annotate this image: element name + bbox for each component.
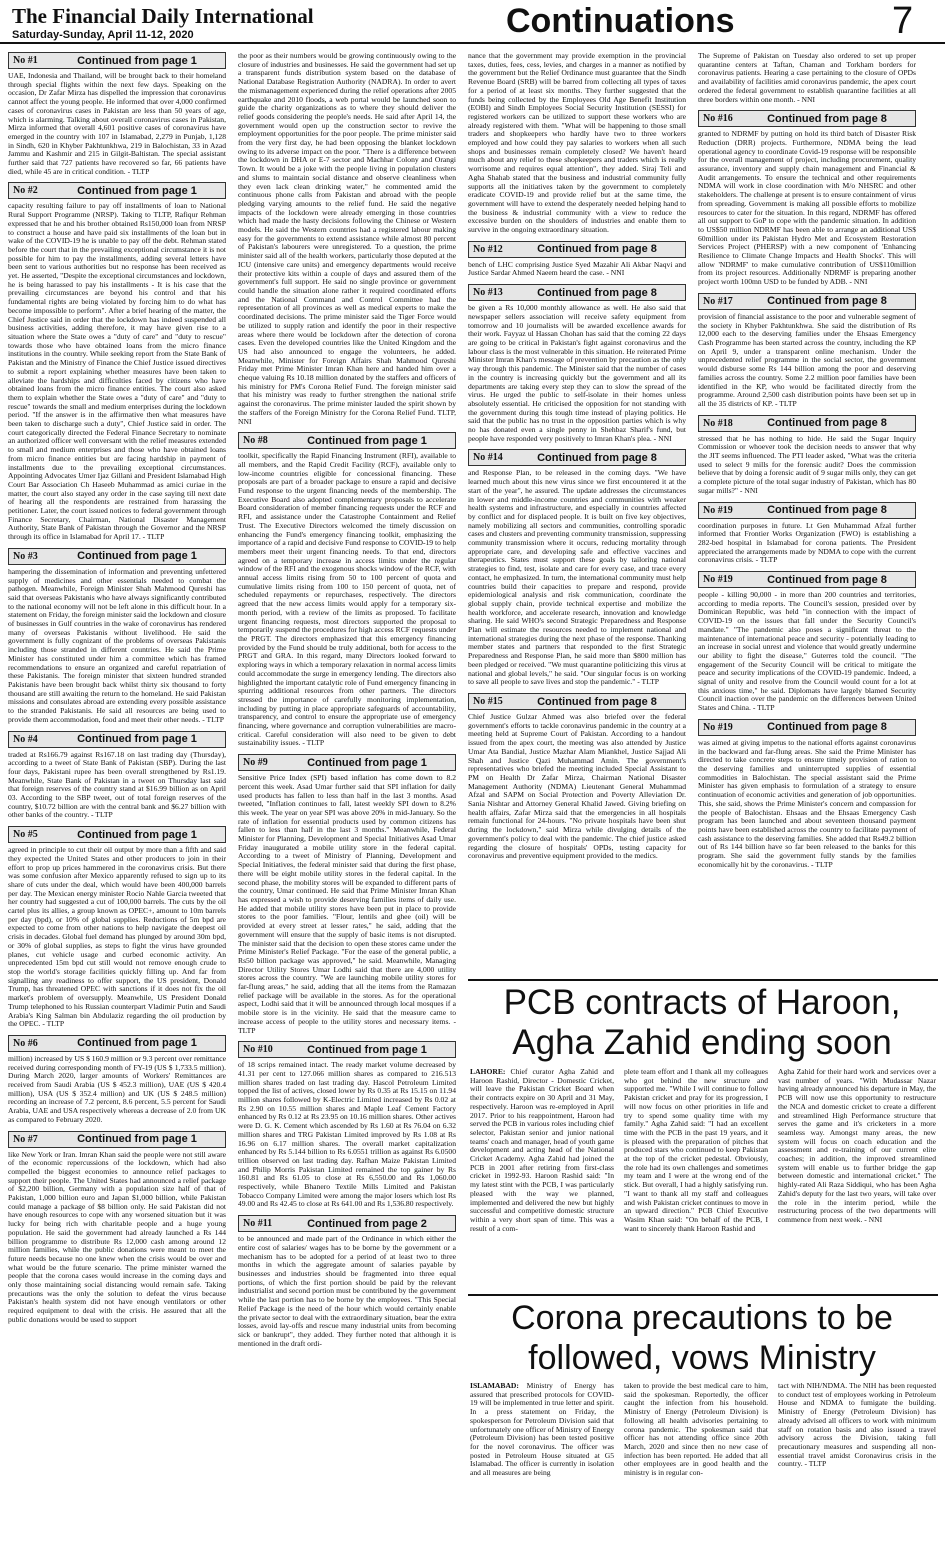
continued-label: Continued from page (307, 1217, 418, 1230)
story-number: No #11 (243, 1218, 273, 1230)
story-number: No #4 (13, 733, 38, 745)
article-text: taken to provide the best medical care to him, said the spokesman. Reportedly, the officer caught the infection from his household. Ministry of Energy (Petroleum Division) is following all health advisories pertaining to corona pandemic. The spokesman said that officer has not attending office since 20th March, 2020 and since then no new case of infection has been reported. He added that all other employees are in good health and the ministry is in regular con- (624, 1382, 768, 1478)
continuation-story (8, 548, 226, 725)
continuation-header (468, 693, 686, 710)
article-text: tact with NIH/NDMA. The NIH has been requested to conduct test of employees working in Petroleum House and NDMA to fumigate the building. Ministry of Energy (Petroleum Division) has already advised all officers to work with minimum staff on rotation basis and also issued a travel advisory across the Division, taking full precautionary measures and suspending all non-essential travel amidst Coronavirus crisis in the country. - TLTP (778, 1382, 936, 1469)
story-body: million) increased by US $ 160.9 million or 9.3 percent over remittance received during corresponding month of FY-19 (US $ 1,733.5 million). During March 2020, larger amounts of Workers' Remittances are received from Saudi Arabia (US $ 452.3 million), UAE (US $ 420.4 million), USA (US $ 352.4 million) and UK (US $ 248.5 million) recording an increase of 7.2 percent, 8.6 percent, 5.5 percent for Saudi Arabia, UAE and USA respectively whereas a decrease of 2.0 from UK as compared to February 2020. (8, 1053, 226, 1124)
continuation-story (468, 693, 686, 861)
source-page-number: 8 (880, 573, 887, 586)
source-page-number: 1 (420, 434, 427, 447)
story-number: No #12 (473, 243, 503, 255)
story-number: No #19 (703, 504, 733, 516)
headline-line: PCB contracts of Haroon, (503, 983, 901, 1022)
continuation-story (238, 1041, 456, 1209)
continued-label: Continued from page (77, 1133, 188, 1146)
dateline: LAHORE: (470, 1068, 506, 1076)
continued-from-label (49, 1133, 225, 1145)
continued-label: Continued from page (307, 434, 418, 447)
dateline: ISLAMABAD: (470, 1382, 519, 1390)
story-body: UAE, Indonesia and Thailand, will be brought back to their homeland through special flights within the next few days. Speaking on the occasion, Dr Zafar Mirza has dispelled the impression that coronavirus cannot affect the young people. He informed that over 4,000 confirmed cases of coronavirus cases in Pakistan are less than 50 years of age, which is alarming. Talking about overall coronavirus cases in Pakistan, Mirza informed that overall 4,601 positive cases of coronavirus have emerged in the country with 107 in Islamabad, 2,279 in Punjab, 1,128 in Sindh, 620 in Khyber Pakhtunkhwa, 219 in Balochistan, 33 in Azad Jammu and Kashmir and 215 in Gilgit-Baltistan. The special assistant further said that 727 patients have recovered so far, 66 patients have died, while 45 are in critical condition. - TLTP (8, 71, 226, 176)
continued-from-label (509, 696, 685, 708)
continued-label: Continued from page (307, 1043, 418, 1056)
story-number: No #19 (703, 574, 733, 586)
article-text: Ministry of Energy has assured that prescribed protocols for COVID-19 will be implemented in true letter and spirit. In a press statement on Friday, the spokesperson for Petroleum Division said that unfortunately one officer of Ministry of Energy (Petroleum Division) has been tested positive for the novel coronavirus. The officer was posted in Petroleum House situated at G5 Islamabad. The officer is currently in isolation and all measures are being (470, 1382, 614, 1478)
article-text: Agha Zahid for their hard work and services over a vast number of years. "With Mudassar Nazar having already announced his departure in May, the PCB will now use this opportunity to restructure the NCA and domestic cricket to create a different and streamlined High Performance structure that serves the game and it's cricketers in a more seamless way. Amongst many areas, the new system will focus on coach education and the assessment and re-training of our current elite coaches; in addition, the improved streamlined system will enable us to further bridge the gap between domestic and international cricket." The highly-rated Ali Raza Siddiqui, who has been Agha Zahid's deputy for the last two years, will take over the role in the interim period, while the restructuring process of the two departments will commence from next week. - NNI (778, 1068, 936, 1224)
continuation-header (698, 415, 916, 432)
continuation-header (238, 1215, 456, 1232)
story-body: the poor as their numbers would be growing continuously owing to the closure of industries and businesses. He said the government had set up a transparent funds distribution system based on the database of National Database Registration Authority (NADRA). In order to avert the mismanagement experienced during the relief operations after 2005 earthquake and 2010 floods, a web portal would be launched soon to guide the charity organizations as to where they should deliver the relief goods considering the people's needs. He said after April 14, the government would open up the construction sector to revive the employment opportunities for the poor people. The prime minister said from the very first day, he had been opposing the blanket lockdown owing to its adverse impact on the poor. "There is a difference between the lockdown in DHA or E-7 sector and Machhar Colony and Orangi Town. It would be a joke with the people living in population clusters and slums to maintain social distance and observe cleanliness when they even lack clean drinking water," he commented amid the continuous phone calls from Pakistan and abroad with the people pledging varying amounts to the relief fund. He said the negative impacts of the lockdown were already emerging in those countries which had made the hasty decisions following the Chinese or Western models. He said the Western countries had a registered labour making easy for the governments to extend assistance while almost 80 percent of Pakistan's labourers were unregistered. To a question, the prime minister said all of the health workers, particularly those deputed at the ICU (intensive care units) and emergency departments would receive their protective kits within a couple of days and assured them of the government's full support. He said no single province or government could handle the situation alone rather it required coordinated efforts and the National Command and Control Committee had the representation of all provinces as well as medical experts to make the coordinated decisions. The prime minister said the Tiger Force would be utilized to supply ration and identify the poor in their respective areas where there would be lockdown after the detection of corona cases. Even the developed countries like the United Kingdom and the US had also announced to engage the volunteers, he added. Meanwhile, Minister for Foreign Affairs Shah Mahmood Qureshi Friday met Prime Minister Imran Khan here and handed him over a cheque valuing Rs 10.18 million donated by the staffers and officers of his ministry for PM's Corona Relief Fund. The foreign minister said that his ministry was ready to further strengthen the national strife against the coronavirus. The prime minister lauded the spirit shown by the staffers of the Foreign Ministry for the Corona Relief Fund. TLTP, NNI (238, 52, 456, 426)
continuation-header (468, 449, 686, 466)
source-page-number: 8 (650, 243, 657, 256)
article-column (624, 1382, 768, 1548)
article-divider (468, 1294, 938, 1296)
continued-from-label (739, 574, 915, 586)
continued-label: Continued from page (77, 54, 188, 67)
continued-from-label (49, 829, 225, 841)
article-text: plete team effort and I thank all my colleagues who got behind the new structure and supported me. "While I will continue to follow Pakistan cricket and pray for its progression, I will now focus on other priorities in life and try to spend some quality time with my family." Agha Zahid said: "I had an excellent time with the PCB in the past 19 years, and it is pleased with the preparation of pitches that produced stars who continued to keep Pakistan at the top of the cricket pedestal. Obviously, the role had its own challenges and sometimes my team and I were at the wrong end of the stick. But overall, I had a highly satisfying run. "I want to thank all my staff and colleagues and wish Pakistan cricket continues to move in an upward direction." PCB Chief Executive Wasim Khan said: "On behalf of the PCB, I want to sincerely thank Haroon Rashid and (624, 1068, 768, 1233)
continued-from-label (509, 243, 685, 255)
story-body: coordination purposes in future. Lt Gen Muhammad Afzal further informed that Frontier Works Organization (FWO) is establishing a 282-bed hospital in Islamabad for corona patients. The President appreciated the arrangements made by NDMA to cope with the current coronavirus crisis. - TLTP (698, 520, 916, 565)
continued-label: Continued from page (307, 756, 418, 769)
continuation-header (698, 719, 916, 736)
continuation-header (238, 432, 456, 449)
continuation-story (238, 754, 456, 1035)
continuation-header (8, 1131, 226, 1148)
continued-label: Continued from page (537, 695, 648, 708)
continuation-story (8, 826, 226, 1029)
story-number: No #13 (473, 287, 503, 299)
continuation-story (238, 52, 456, 426)
continued-label: Continued from page (767, 573, 878, 586)
source-page-number: 2 (420, 1217, 427, 1230)
continued-from-label (49, 733, 225, 745)
continued-label: Continued from page (767, 417, 878, 430)
continued-label: Continued from page (767, 504, 878, 517)
continuation-story (8, 731, 226, 821)
continued-from-label (279, 757, 455, 769)
headline-line: Agha Zahid ending soon (512, 1023, 892, 1062)
story-body: Chief Justice Gulzar Ahmed was also briefed over the federal government's efforts to tackle coronavirus pandemic in the country at a meeting held at Supreme Court of Pakistan. According to a handout issued from the apex court, the meeting was also attended by Justice Umar Ata Bandial, Justice Mazhar Alam Miankhel, Justice Sajjad Ali Shah and Justice Qazi Muhammad Amin. The government's representatives who briefed the meeting included Special Assistant to PM on Health Dr Zafar Mirza, Chairman National Disaster Management Authority (NDMA) Lieutenant General Muhammad Afzal and SAPM on Social Protection and Poverty Alleviation Dr. Sania Nishtar and Attorney General Khalid Jawed. Giving briefing on health affairs, Zafar Mirza said that the emergencies in all hospitals remain functional for 24-hours. "No private hospitals have been shut during the lockdown," said Mirza while divulging details of the government's policy to deal with the pandemic. The chief justice asked regarding the closure of hospitals' OPDs, testing capacity for coronavirus and preventive equipment provided to the medics. (468, 712, 686, 861)
continuation-story (468, 284, 686, 443)
continued-from-label (49, 1037, 225, 1049)
continuation-header (8, 1035, 226, 1052)
story-body: hampering the dissemination of information and preventing unfettered supply of medicines and other essentials needed to combat the pathogen. Meanwhile, Foreign Minister Shah Mahmood Qureshi has said that overseas Pakistanis who have always significantly contributed to the national economy will not be left alone in this difficult hour. In a statement on Friday, the foreign minister said the lockdown and closure of businesses in Gulf countries in the wake of coronavirus has rendered many of overseas Pakistanis without livelihood. He said the government is fully cognizant of the problems of overseas Pakistanis including those stranded in different countries. He said the Prime Minister has constituted under him a committee which has framed recommendations to ensure an organized and careful repatriation of these Pakistanis. The foreign minister that sixteen hundred stranded Pakistanis have been brought back whilst thirty six thousand to forty thousand are still awaiting the return to the homeland. He said Pakistan missions and consulates abroad are extending every possible assistance to the stranded Pakistanis. He said all resources are being used to provide them accommodation, food and meet their other needs. - TLTP (8, 566, 226, 724)
continuation-header (8, 731, 226, 748)
source-page-number: 1 (190, 1037, 197, 1050)
story-number: No #2 (13, 185, 38, 197)
continuation-header (698, 502, 916, 519)
continued-from-label (49, 185, 225, 197)
story-body: nance that the government may provide exemption in the provincial taxes, duties, fees, cess, levies, and charges in a manner as notified by the government but the Relief Ordinance must guarantee that the Sindh Revenue Board (SRB) will be barred from collecting all types of taxes for a period of at least six months. They further suggested that the funds being collected by the Employees Old Age Benefit Institution (EOBI) and Sindh Employees Social Security Institution (SESSI) for registered workers can be utilized to support these workers who are already registered with them. "What will be happening to those small traders and shopkeepers who hardly have two to three workers employed and how could they pay salaries to workers when all such shops and businesses remain completely closed? We haven't heard much about any relief to these shopkeepers and traders which is really worrisome and requires equal attention", they added. Siraj Teli and Agha Shahab stated that the business and industrial community fully supports all the initiatives taken by the government to completely eradicate COVID-19 and provide relief but at the same time, the government will have to extend the desperately needed helping hand to the business & industrial community with a view to reduce the excessive burden on the shoulders of industries and enable them to survive in the ongoing extraordinary situation. (468, 52, 686, 235)
story-body: and Response Plan, to be released in the coming days. "We have learned much about this new virus since we first encountered it at the start of the year", he assured. The update addresses the circumstances in lower and middle-income countries and communities with weaker health systems and infrastructure, and especially in countries affected by conflict and for displaced people. It is built on five key objectives, namely mobilizing all sectors and communities, controlling sporadic cases and clusters and preventing community transmission, suppressing community transmission where it occurs, reducing mortality through appropriate care, and developing safe and effective vaccines and therapeutics. States must support these goals by tailoring national strategies to find, test, isolate and care for every case, and trace every contact, he emphasized. In turn, the international community must help countries build their capacities to prepare and respond, provide epidemiological analysis and risk communication, coordinate the global supply chain, provide technical expertise and mobilize the health workforce, and accelerate research, innovation and knowledge sharing. He said WHO's second Strategic Preparedness and Response Plan will estimate the resources needed to implement national and international strategies during the next phase of the response. Thanking member states and partners that responded to the first Strategic Preparedness and Response Plan, he said more than $800 million has been pledged or received. "We must quarantine politicizing this virus at national and global levels," he said. "Our singular focus is on working to save all people to save lives and stop the pandemic." - TLTP (468, 468, 686, 687)
column-3 (468, 52, 686, 977)
source-page-number: 8 (650, 451, 657, 464)
continuation-story (698, 110, 916, 287)
story-number: No #17 (703, 295, 733, 307)
story-body: agreed in principle to cut their oil output by more than a fifth and said they expected the United States and other producers to join in their effort to prop up prices hammered in the coronavirus crisis. But there was some confusion after Mexico apparently refused to sign up to its share of cuts under the deal, which would have been 400,000 barrels per day. The Mexican energy minister Rocio Nahle Garcia tweeted that her country had suggested a cut of 100,000 barrels. The cuts by the oil cartel plus its allies, a group known as OPEC+, amount to 10m barrels per day (bpd), or 10% of global supplies. Reductions of 5m bpd are expected to come from other nations to help navigate the deepest oil crisis in decades. Global fuel demand has plunged by around 30m bpd, or 30% of global supplies, as steps to fight the virus have grounded planes, cut vehicle usage and curbed economic activity. An unprecedented 15m bpd cut still would not remove enough crude to stop the world's storage facilities quickly filling up. And far from signalling any readiness to offer support, the US president, Donald Trump, has threatened OPEC with sanctions if it does not fix the oil market's problem of oversupply. Meanwhile, US President Donald Trump telephoned to his Russian counterpart Vladimir Putin and Saudi Arabia's King Salman bin Abdulaziz regarding the oil production by the OPEC. - TLTP (8, 845, 226, 1029)
continuation-header (468, 284, 686, 301)
story-body: Sensitive Price Index (SPI) based inflation has come down to 8.2 percent this week. Asad Umar further said that SPI inflation for daily used products has fallen to less than half in the last 3 months. Asad tweeted, "Inflation continues to fall, latest weekly SPI down to 8.2% this week. The year on year SPI was above 20% in mid-January. So the rate of inflation for essential products used by common citizens has fallen to less than half in the last 3 months." Meanwhile, Federal Minister for Planning, Development and Special Initiatives Asad Umar Friday inaugurated a mobile utility store in the federal capital. According to a tweet of Ministry of Planning, Development and Special Initiatives, the federal minister said that during the first phase, there will be eight mobile utility stores in the federal capital. In the second phase, the mobility stores will be expanded to different parts of the country, Umar continued. He said that Prime Minister Imran Khan has expressed a wish to provide deserving families items of daily use. He added that mobile utility stores have been put in place to provide stores to the poor families. "Flour, lentils and ghee (oil) will be provided at every street at lesser rates," he said, adding that the government will ensure that the supply of basic items is not disrupted. The minister said that the decision to open these stores came under the Prime Minister's Relief Package. "For the ease of the general public, a Rs50 billion package was approved," he said. Meanwhile, Managing Director Utility Stores Umar Lodhi said that there are 4,000 utility stores across the country. "We are launching mobile utility stores for far-flung areas," he said, adding that all the items from the Ramazan relief package will be available in the stores. As for the operational aspect, Lodhi said that it will be announced through local mosques if a mobile store is in the vicinity. He said that the measure came to increase access of people to the utility stores and necessary items. - TLTP (238, 773, 456, 1035)
continuation-story (698, 502, 916, 566)
story-number: No #18 (703, 417, 733, 429)
source-page-number: 1 (190, 1133, 197, 1146)
continuation-header (698, 293, 916, 310)
headline-line: followed, vows Ministry (528, 1339, 876, 1377)
story-number: No #1 (13, 55, 38, 66)
story-body: of 18 scrips remained intact. The ready market volume decreased by 41.31 per cent to 127.066 million shares as compared to 216.513 million shares traded on last trading day. Hascol Petroleum Limited topped the list of actives, closed lower by Rs 0.35 at Rs 15.15 on 11.94 million shares followed by K-Electric Limited increased by Rs 0.02 at Rs 2.90 on 10.55 million shares and Maple Leaf Cement Factory enhanced by Rs 0.12 at Rs 23.95 on 10.16 million shares. Other actives were D. G. K. Cement which ascended by Rs 1.60 at Rs 76.04 on 6.32 million shares and TRG Pakistan Limited improved by Rs 1.08 at Rs 16.96 on 6.17 million shares. The overall market capitalization enhanced by Rs 5.144 billion to Rs 6.0551 trillion as against Rs 6.0500 trillion observed on last trading day. Rafhan Maize Pakistan Limited and Philip Morris Pakistan Limited remained the top gainer by Rs 160.81 and Rs 61.05 to close at Rs 6,550.00 and Rs 1,060.00 respectively, while Bhanero Textile Mills Limited and Pakistan Tobacco Company Limited were among the major losers which lost Rs 49.00 and Rs 42.45 to close at Rs 641.00 and Rs 1,536.80 respectively. (238, 1060, 456, 1209)
continued-from-label (739, 417, 915, 429)
headline-line: Corona precautions to be (511, 1299, 893, 1337)
story-body: traded at Rs166.79 against Rs167.18 on last trading day (Thursday), according to a tweet of State Bank of Pakistan (SBP). During the last four days, Pakistani rupee has been overall strengthened by Rs1.19. Meanwhile, State Bank of Pakistan in a tweet on Thursday last said that foreign reserves of the country stand at $16.99 billion as on April 03. According to the SBP tweet, out of total foreign reserves of the country, $10.72 billion are with the central bank and $6.27 billion with other banks of the country. - TLTP (8, 749, 226, 820)
continued-from-label (509, 452, 685, 464)
story-number: No #16 (703, 113, 733, 125)
source-page-number: 1 (190, 54, 197, 67)
story-body: toolkit, specifically the Rapid Financing Instrument (RFI), available to all members, and the Rapid Credit Facility (RCF), available only to low-income countries eligible for concessional financing. These proposals are part of a broader package to ensure a rapid and decisive Fund response to the urgent financing needs of the membership. The Executive Board also adopted complementary proposals to accelerate Board consideration of member financing requests under the RCF and RFI, and assistance under the Catastrophe Containment and Relief Trust. The Executive Directors welcomed the timely discussion on enhancing the Fund's emergency financing toolkit, emphasizing the importance of a rapid and decisive Fund response to COVID-19 to help members meet their urgent financing needs. To that end, directors agreed on a temporary increase in access limits under the regular window of the RFI and the exogenous shocks window of the RCF, with annual access limits rising from 50 to 100 percent of quota and cumulative limits rising from 100 to 150 percent of quota, net of scheduled repayments or repurchases, respectively. The directors agreed that the new access limits would apply for a temporary six-month period, with a review of the limits as proposed. To facilitate urgent financing requests, most directors supported the proposal to temporarily suspend the procedures for high access RCF requests under the PRGT. The directors emphasized that this emergency financing provided by the Fund should be truly additional, both for access to the PRGT and GRA. In this regard, many Directors looked forward to exploring ways in which a temporary relaxation in normal access limits could accommodate the surge in emergency lending. The directors also highlighted the important catalytic role of Fund emergency financing in spurring additional resources from other partners. The directors stressed the importance of carefully monitoring implementation, including by putting in place appropriate safeguards of accountability, transparency, and control to ensure the appropriate use of emergency financing, where governance and corruption vulnerabilities are macro-critical. Careful consideration will also need to be given to debt sustainability issues. - TLTP (238, 451, 456, 748)
story-body: capacity resulting failure to pay off installments of loan to National Rural Support Programme (NRSP). Taking to TLTP, Rafiqur Rehman expressed that he and his brother obtained Rs150,000 loan from NRSP to construct a house and have paid six installments of the loan but in wake of the COVID-19 he is unable to pay off the debt. Rehman stated before the court that in the prevailing exceptional circumstance it is not possible for him to pay the installments, adding several letters have been sent to various authorities but no response has been received as yet. He asserted, "Despite the exceptional circumstances and lockdown, he is being harassed to pay his installments - It is his case that the prevailing circumstances are beyond his control and that his fundamental rights are being violated by forcing him to do what has become impossible to perform". After a brief hearing of the matter, the Chief Justice said in order that the lockdown has indeed suspended all business activities, adding therefore, it may have given rise to a situation where the State owes a "duty of care" and "duty to rescue" towards those who have obtained loans from the micro finance institutions in the country. While seeking report from the State Bank of Pakistan and the Ministry of Finance the Chief Justice issued directives to submit a report explaining whether measures have been taken to alleviate the hardships and difficulties faced by citizens who have obtained loans from the micro finance entities. The court also asked them to explain whether the State owes a "duty of care" and "duty to rescue" towards the small and medium enterprises during the lockdown period. "If the answer is in the affirmative then what measures have been taken to discharge such a duty", Chief Justice said in order. The court categorically directed the Federal Finance Secretary to nominate an authorized officer well conversant with the relief measures extended to small and medium enterprises and those who have obtained loans from micro finance entities but are facing hardship in payment of installments due to the prevailing exceptional circumstances. Appointing Advocates Umer Ijaz Gillani and President Islamabad High Court Bar Association Ch Haseeb Muhammad as amici curiae in the matter, the court also stayed any order in the case saying till next date of hearing all the respondents are restrained from harassing the petitioner. Later, the court issued notices to federal government through Finance Secretary, Chairman, National Disaster Management Authority, State Bank of Pakistan through the Governor and the NRSP through its office in Islamabad for April 17. - TLTP (8, 201, 226, 542)
continued-from-label (49, 550, 225, 562)
source-page-number: 1 (420, 1043, 427, 1056)
source-page-number: 8 (650, 286, 657, 299)
source-page-number: 8 (650, 695, 657, 708)
continuation-story (698, 719, 916, 870)
continuation-story (8, 52, 226, 176)
source-page-number: 1 (190, 733, 197, 746)
continued-label: Continued from page (77, 184, 188, 197)
continuation-header (8, 52, 226, 69)
issue-date: Saturday-Sunday, April 11-12, 2020 (12, 29, 194, 41)
column-2 (238, 52, 456, 1548)
article-column (470, 1068, 614, 1288)
story-number: No #15 (473, 696, 503, 707)
continuation-story (238, 432, 456, 748)
source-page-number: 8 (880, 504, 887, 517)
continued-label: Continued from page (77, 828, 188, 841)
story-number: No #8 (243, 435, 268, 447)
story-number: No #10 (243, 1044, 273, 1056)
continued-from-label (509, 287, 685, 299)
story-body: like New York or Iran. Imran Khan said the people were not still aware of the economic repercussions of the lockdown, which had also compelled the biggest economies to announce relief packages to support their people. The United States had announced a relief package of $2,200 billion, Germany with a population size half of that of Pakistan, 1,000 billion euro and Japan $1,000 billion, while Pakistan could manage a package of $8 billion only. He said Pakistan did not have enough resources to cope with any worsened situation but it was lucky for being rich with charitable people and a huge young population. He said the government had already launched a Rs 144 billion programme to distribute Rs 12,000 cash among around 12 million families, while the public donations were meant to meet the future needs because no one knew when the crisis would be over and what would be the future scenario. The prime minister warned the people that the corona cases would increase in the coming days and only those maintaining social distancing would remain safe. Taking precautions was the only the solution to defeat the virus because Pakistan's health system did not have enough ventilators or other required equipment to deal with the crisis. He assured that all the public donations would be used to support (8, 1149, 226, 1324)
story-body: bench of LHC comprising Justice Syed Mazahir Ali Akbar Naqvi and Justice Sardar Ahmed Naeem heard the case. - NNI (468, 259, 686, 278)
story-body: provision of financial assistance to the poor and vulnerable segment of the society in Khyber Pakhtunkhwa. She said the distribution of Rs 12,000 each to the deserving families under the Ehsaas Emergency Cash Programme has been started across the country, including the KP on April 9, under a transparent online mechanism. Under the unprecedented relief programme in the social sector, the government would disburse some Rs 144 billion among the poor and deserving families across the country. Some 2.2 million poor families have been identified in the KP, who would be facilitated directly from the programme. Around 2,500 cash distribution points have been set up in all the 35 districts of KP. - TLTP (698, 311, 916, 408)
continued-label: Continued from page (537, 451, 648, 464)
source-page-number: 8 (880, 295, 887, 308)
article-headline (468, 1298, 936, 1378)
source-page-number: 1 (420, 756, 427, 769)
story-number: No #14 (473, 452, 503, 464)
story-body: granted to NDRMF by putting on hold its third batch of Disaster Risk Reduction (DRR) projects. Furthermore, NDMA being the lead operational agency to coordinate Covid-19 response will be responsible for the overall management of project, including procurement, quality assurance, inventory and supply chain management and Financial & Audit arrangements. To ensure the technical and other requirements NDMA will work in close coordination with M/o NHSRC and other stakeholders. The challenge at present is to ensure containment of virus from spreading. Government is making all possible efforts to mobilize resources to cater for the situation. In this regard, NDRMF has offered all out support to GoP to cope with the pandemic situation. In addition to US$50 million NDRMF has been able to arrange an additional US$ 60million under its Pakistan Hydro Met and Ecosystem Restoration Services Project (PHERSP) with a new component of 'Enhancing Resilience to Climate Change Impacts and Health Shocks'. This will allow 'NDRMF' to make cumulative contribution of US$110million from its project resources. Additionally NDRMF is preparing another project worth 100mn USD to be funded by ADB. - NNI (698, 129, 916, 287)
continued-from-label (739, 721, 915, 733)
column-1 (8, 52, 226, 1548)
continued-label: Continued from page (537, 286, 648, 299)
continued-from-label (279, 1218, 455, 1230)
page-number: 7 (892, 0, 914, 42)
continuation-story (8, 1035, 226, 1125)
story-body: The Supreme of Pakistan on Tuesday also ordered to set up proper quarantine centers at Taftan, Chaman and Torkham borders for coronavirus patients. Hearing a case pertaining to the closure of OPDs and availability of facilities amid coronavirus pandemic, the apex court ordered the federal government to establish quarantine facilities at all three borders within one month. - NNI (698, 52, 916, 104)
story-number: No #7 (13, 1133, 38, 1145)
continuation-story (238, 1215, 456, 1348)
story-number: No #19 (703, 721, 733, 733)
source-page-number: 8 (880, 417, 887, 430)
article-divider (468, 979, 938, 981)
story-body: was aimed at giving impetus to the national efforts against coronavirus in the backward and far-flung areas. She said the Prime Minister has directed to take concrete steps to ensure timely provision of ration to the deserving families and uninterrupted supplies of essential commodities in Balochistan. The special assistant said the Prime Minister has given emphasis to formulation of a strategy to ensure continuation of economic activities and generation of job opportunities. This, she said, shows the Prime Minister's concern and compassion for the people of Balochistan. Ehsaas and the Ehsaas Emergency Cash program has been launched and about seventeen thousand payment points have been established across the country to facilitate payment of cash assistance to the deserving families. She added that Rs49.2 billion out of Rs 144 billion have so far been released to the banks for this program. She said the government fully stands by the families economically hit by the coronavirus. - TLTP (698, 737, 916, 869)
continuation-header (238, 754, 456, 771)
source-page-number: 8 (880, 112, 887, 125)
continuation-story (698, 52, 916, 104)
continuation-story (8, 1131, 226, 1325)
continued-from-label (279, 435, 455, 447)
article-column (778, 1382, 936, 1548)
continued-from-label (739, 295, 915, 307)
paper-name: The Financial Daily International (12, 4, 314, 28)
continued-label: Continued from page (537, 243, 648, 256)
continued-label: Continued from page (767, 112, 878, 125)
article-column (624, 1068, 768, 1288)
article-column (778, 1068, 936, 1288)
continued-from-label (279, 1044, 455, 1056)
continuation-header (238, 1041, 456, 1058)
story-number: No #9 (243, 757, 268, 769)
column-4 (698, 52, 916, 977)
story-body: people - killing 90,000 - in more than 200 countries and territories, according to media reports. The Council's session, presided over by Dominican Republic, was held "in connection with the impact of COVID-19 on the issues that fall under the Security Council's mandate." "The pandemic also poses a significant threat to the maintenance of international peace and security - potentially leading to an increase in social unrest and violence that would greatly undermine our ability to fight the disease," Guterres told the council. "The engagement of the Security Council will be critical to mitigate the peace and security implications of the COVID-19 pandemic. Indeed, a signal of unity and resolve from the Council would count for a lot at this anxious time," he said. Diplomats have largely blamed Security Council inaction over the pandemic on the differences between United States and China. - TLTP (698, 590, 916, 713)
story-body: to be announced and made part of the Ordinance in which either the entire cost of salaries/ wages has to be borne by the government or a mechanism has to be adopted for a period of at least two to three months in which the aggregate amount of salaries payable by businesses and industries should be fragmented into three equal portions, of which the first portion should be paid by the relevant industrialist and second portion must be contributed by the government while the last portion has to be borne by the employees. "This Special Relief Package is the need of the hour which would certainly enable the private sector to deal with the extraordinary situation, bear the extra losses, avoid lay-offs and rescue many industrial units from becoming sick or bankrupt", they added. They further noted that although it is mentioned in the draft ordi- (238, 1234, 456, 1348)
story-number: No #6 (13, 1037, 38, 1049)
continuation-story (468, 241, 686, 278)
story-body: be given a Rs 10,000 monthly allowance as well. He also said that newspaper sellers association will receive safety equipment from tomorrow and 10 journalists will be awarded excellence awards for their work. Fayyaz ul Hassan Chohan has said that the coming 22 days are going to be critical in Pakistan's fight against coronavirus and the labour class is the most vulnerable in this situation. He reiterated Prime Minister Imran Khan's message of prevention by precaution as the only way through this pandemic. The Minister said that the number of cases in the country is increasing quickly but the government and all its departments are taking every step they can to slow the spread of the virus. He urged the public to self-isolate in their homes unless absolutely essential. He criticised the opposition for not standing with the government during this tough time instead of playing politics. He said that the public has no trust in the opposition parties which is why no has donated even a single penny in Shehbaz Sharif's fund, but people have responded very positively to Imran Khan's plea. - NNI (468, 303, 686, 443)
story-body: stressed that he has nothing to hide. He said the Sugar Inquiry Commission or whoever took the decision needs to answer that why the JIT seems influenced. The PTI leader asked, "What was the criteria used to select 9 mills for the forensic audit? Does the commission believe that by doing a forensic audit of 9 sugar mills only, they can get a complete picture of the total sugar industry of Pakistan, which has 80 sugar mills?" - NNI (698, 433, 916, 495)
continuation-header (8, 548, 226, 565)
source-page-number: 1 (190, 184, 197, 197)
masthead (0, 0, 945, 44)
section-title: Continuations (506, 2, 735, 40)
continued-label: Continued from page (77, 733, 188, 746)
continuation-story (698, 571, 916, 713)
source-page-number: 8 (880, 721, 887, 734)
source-page-number: 1 (190, 550, 197, 563)
continued-from-label (49, 55, 225, 67)
continuation-story (468, 449, 686, 687)
continuation-story (698, 293, 916, 409)
continuation-header (698, 571, 916, 588)
article-text: Chief curator Agha Zahid and Haroon Rashid, Director - Domestic Cricket, will leave the Pakistan Cricket Board when their contracts expire on 30 April and 31 May, respectively. Haroon was re-employed in April 2017. Prior to his reappointment, Haroon had served the PCB in various roles including chief selector, Pakistan senior and junior national teams' coach and manager, head of youth game development and acting head of the National Cricket Academy. Agha Zahid had joined the PCB in 2001 after retiring from first-class cricket in 1992-93. Haroon Rashid said: "In my latest stint with the PCB, I was particularly pleased with the way we planned, implemented and delivered the new but highly successful and competitive domestic structure within a very short span of time. This was a result of a com- (470, 1068, 614, 1233)
continued-from-label (739, 113, 915, 125)
continued-label: Continued from page (767, 295, 878, 308)
continued-label: Continued from page (767, 721, 878, 734)
source-page-number: 1 (190, 828, 197, 841)
continuation-story (8, 182, 226, 541)
continuation-story (468, 52, 686, 235)
continued-from-label (739, 504, 915, 516)
continued-label: Continued from page (77, 1037, 188, 1050)
story-number: No #3 (13, 550, 38, 562)
continuation-header (8, 182, 226, 199)
continuation-header (468, 241, 686, 258)
article-column (470, 1382, 614, 1548)
story-number: No #5 (13, 829, 38, 841)
continued-label: Continued from page (77, 550, 188, 563)
continuation-header (698, 110, 916, 127)
continuation-story (698, 415, 916, 496)
article-headline (468, 983, 936, 1063)
continuation-header (8, 826, 226, 843)
